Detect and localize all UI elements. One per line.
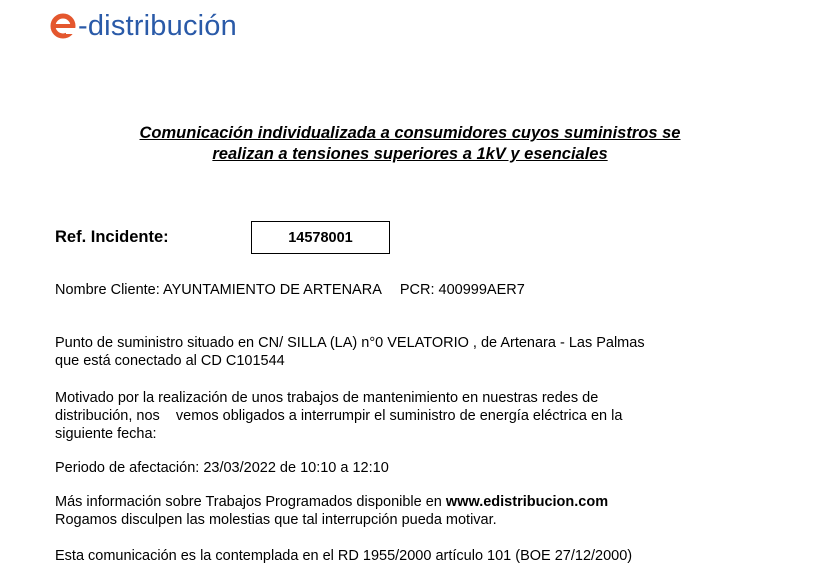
client-pcr: PCR: 400999AER7	[399, 282, 525, 298]
document-title	[60, 123, 760, 165]
supply-paragraph	[55, 334, 755, 370]
reason-line-3: siguiente fecha:	[55, 426, 157, 442]
company-logo	[50, 6, 237, 46]
supply-line-2: que está conectado al CD C101544	[55, 353, 285, 369]
logo-e-icon	[50, 13, 76, 39]
reason-line-1: Motivado por la realización de unos trabajos de mantenimiento en nuestras redes de	[55, 390, 599, 406]
client-line	[55, 281, 525, 299]
logo-text: -distribución	[78, 9, 237, 42]
outage-period: Periodo de afectación: 23/03/2022 de 10:10 a 12:10	[55, 460, 389, 476]
client-name: Nombre Cliente: AYUNTAMIENTO DE ARTENARA	[55, 282, 382, 298]
reason-paragraph	[55, 389, 755, 443]
reason-line-2: distribución, nos vemos obligados a interrumpir el suministro de energía eléctrica en la	[55, 408, 623, 424]
reference-label: Ref. Incidente:	[55, 228, 169, 246]
website-link[interactable]: www.edistribucion.com	[445, 494, 609, 510]
info-paragraph	[55, 493, 775, 529]
title-line-1: Comunicación individualizada a consumidores cuyos suministros se	[139, 124, 681, 142]
reference-value-box	[251, 221, 390, 254]
reference-value: 14578001	[288, 229, 353, 246]
apology-line: Rogamos disculpen las molestias que tal interrupción pueda motivar.	[55, 512, 497, 528]
title-line-2: realizan a tensiones superiores a 1kV y esenciales	[212, 145, 608, 163]
info-line	[55, 493, 775, 511]
supply-line-1: Punto de suministro situado en CN/ SILLA (LA) n°0 VELATORIO , de Artenara - Las Palmas	[55, 335, 645, 351]
legal-reference: Esta comunicación es la contemplada en el RD 1955/2000 artículo 101 (BOE 27/12/2000)	[55, 548, 633, 564]
info-text: Más información sobre Trabajos Programados disponible en	[55, 494, 446, 510]
